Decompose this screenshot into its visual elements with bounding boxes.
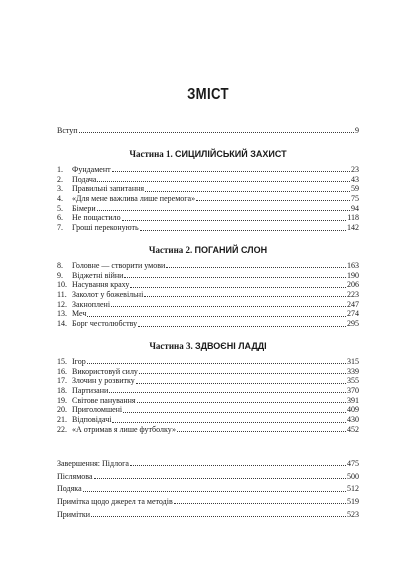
entry-page: 206 <box>347 280 359 290</box>
toc-back-matter <box>57 456 359 519</box>
dot-leader <box>139 373 346 374</box>
dot-leader <box>130 465 346 466</box>
toc-entry[interactable] <box>57 184 359 194</box>
dot-leader <box>140 230 346 231</box>
entry-page: 43 <box>351 174 359 184</box>
dot-leader <box>138 326 346 327</box>
toc-entry[interactable] <box>57 290 359 300</box>
entry-page: 512 <box>347 484 359 494</box>
dot-leader <box>144 296 346 297</box>
entry-number: 7. <box>57 223 63 233</box>
toc-entry[interactable] <box>57 165 359 175</box>
part-name: ПОГАНИЙ СЛОН <box>194 245 268 255</box>
dot-leader <box>122 220 347 221</box>
entry-title: Післямова <box>57 471 93 481</box>
entry-page: 190 <box>347 270 359 280</box>
entry-number: 19. <box>57 395 67 405</box>
toc-entry[interactable] <box>57 271 359 281</box>
entry-title: Приголомшені <box>72 405 123 415</box>
dot-leader <box>123 412 346 413</box>
dot-leader <box>97 181 350 182</box>
dot-leader <box>137 402 346 403</box>
entry-page: 23 <box>351 164 359 174</box>
entry-page: 475 <box>347 458 359 468</box>
dot-leader <box>177 431 346 432</box>
dot-leader <box>111 306 346 307</box>
toc-entry[interactable] <box>57 469 359 482</box>
entry-number: 16. <box>57 366 67 376</box>
entry-page: 223 <box>347 290 359 300</box>
entry-title: Головне — створити умови <box>72 260 166 270</box>
toc-entry[interactable] <box>57 261 359 271</box>
entry-page: 370 <box>347 386 359 396</box>
entry-title: Злочин у розвитку <box>72 376 135 386</box>
entry-number: 12. <box>57 299 67 309</box>
toc-entry[interactable] <box>57 223 359 233</box>
part-label: Частина 1. <box>129 149 173 159</box>
dot-leader <box>174 503 346 504</box>
entry-number: 21. <box>57 415 67 425</box>
entry-page: 355 <box>347 376 359 386</box>
entry-title: Використовуй силу <box>72 366 138 376</box>
entry-page: 274 <box>347 309 359 319</box>
toc-entry[interactable] <box>57 494 359 507</box>
entry-title: Примітки <box>57 509 91 519</box>
entry-page: 59 <box>351 184 359 194</box>
entry-number: 11. <box>57 290 67 300</box>
part-label: Частина 2. <box>148 245 193 255</box>
entry-page: 315 <box>347 356 359 366</box>
entry-number: 3. <box>57 184 63 194</box>
entry-title: Бімери <box>72 203 96 213</box>
entry-page: 142 <box>347 223 359 233</box>
entry-title: Заколот у божевільні <box>72 290 144 300</box>
dot-leader <box>79 132 354 133</box>
entry-number: 4. <box>57 194 63 204</box>
part-label: Частина 3. <box>149 341 193 351</box>
entry-title: Ігор <box>72 356 86 366</box>
dot-leader <box>196 200 350 201</box>
toc-entry[interactable] <box>57 425 359 435</box>
entry-page: 118 <box>347 213 359 223</box>
dot-leader <box>97 210 350 211</box>
entry-page: 391 <box>347 395 359 405</box>
toc-entry[interactable] <box>57 194 359 204</box>
entry-page: 500 <box>347 471 359 481</box>
dot-leader <box>130 287 346 288</box>
toc-entry[interactable] <box>57 309 359 319</box>
entry-number: 9. <box>57 270 63 280</box>
part-heading-2 <box>0 245 416 255</box>
toc-entry-intro[interactable] <box>57 126 359 136</box>
entry-number: 14. <box>57 319 67 329</box>
toc-entry[interactable] <box>57 507 359 520</box>
entry-title: Світове панування <box>72 395 136 405</box>
dot-leader <box>109 392 346 393</box>
entry-page: 519 <box>347 497 359 507</box>
entry-title: Примітка щодо джерел та методів <box>57 497 173 507</box>
dot-leader <box>87 316 346 317</box>
entry-title: Відповідачі <box>72 415 112 425</box>
entry-title: Насування краху <box>72 280 130 290</box>
toc-part-3 <box>57 357 359 435</box>
toc-part-2 <box>57 261 359 329</box>
entry-page: 9 <box>355 125 359 135</box>
entry-page: 523 <box>347 509 359 519</box>
part-name: ЗДВОЄНІ ЛАДДІ <box>194 341 267 351</box>
toc-entry[interactable] <box>57 376 359 386</box>
dot-leader <box>112 171 350 172</box>
entry-number: 13. <box>57 309 67 319</box>
toc-intro <box>57 126 359 136</box>
toc-entry[interactable] <box>57 213 359 223</box>
toc-entry[interactable] <box>57 300 359 310</box>
entry-page: 430 <box>347 415 359 425</box>
page-title: ЗМІСТ <box>187 86 229 103</box>
toc-entry[interactable] <box>57 357 359 367</box>
entry-number: 8. <box>57 260 63 270</box>
entry-page: 94 <box>351 203 359 213</box>
dot-leader <box>94 478 346 479</box>
entry-page: 339 <box>347 366 359 376</box>
toc-entry[interactable] <box>57 367 359 377</box>
toc-entry[interactable] <box>57 456 359 469</box>
entry-number: 22. <box>57 424 67 434</box>
entry-title: Завершення: Підлога <box>57 458 129 468</box>
entry-title: Борг честолюбству <box>72 319 138 329</box>
dot-leader <box>124 277 346 278</box>
entry-title: Меч <box>72 309 87 319</box>
entry-number: 15. <box>57 356 67 366</box>
toc-entry[interactable] <box>57 415 359 425</box>
entry-title: Не пощастило <box>72 213 121 223</box>
toc-entry[interactable] <box>57 175 359 185</box>
entry-title: Партизани <box>72 386 109 396</box>
entry-page: 452 <box>347 424 359 434</box>
entry-page: 409 <box>347 405 359 415</box>
entry-title: Подача <box>72 174 97 184</box>
entry-title: Гроші переконують <box>72 223 139 233</box>
entry-title: Закноплені <box>72 299 111 309</box>
toc-entry[interactable] <box>57 481 359 494</box>
entry-title: Фундамент <box>72 164 111 174</box>
entry-title: Віджетні війни <box>72 270 124 280</box>
entry-title: «А отримав я лише футболку» <box>72 424 176 434</box>
entry-title: Вступ <box>57 125 78 135</box>
toc-entry[interactable] <box>57 204 359 214</box>
entry-number: 6. <box>57 213 63 223</box>
entry-number: 5. <box>57 203 63 213</box>
toc-entry[interactable] <box>57 319 359 329</box>
entry-page: 75 <box>351 194 359 204</box>
toc-entry[interactable] <box>57 280 359 290</box>
dot-leader <box>166 267 346 268</box>
entry-page: 295 <box>347 319 359 329</box>
toc-entry[interactable] <box>57 396 359 406</box>
dot-leader <box>87 363 346 364</box>
dot-leader <box>112 422 346 423</box>
entry-number: 10. <box>57 280 67 290</box>
dot-leader <box>136 383 346 384</box>
part-name: СИЦИЛІЙСЬКИЙ ЗАХИСТ <box>175 149 287 159</box>
entry-number: 1. <box>57 164 63 174</box>
entry-number: 17. <box>57 376 67 386</box>
entry-title: Правильні запитання <box>72 184 145 194</box>
entry-number: 20. <box>57 405 67 415</box>
entry-title: «Для мене важлива лише перемога» <box>72 194 196 204</box>
entry-title: Подяка <box>57 484 82 494</box>
entry-page: 163 <box>347 260 359 270</box>
entry-page: 247 <box>347 299 359 309</box>
dot-leader <box>145 191 350 192</box>
entry-number: 18. <box>57 386 67 396</box>
toc-part-1 <box>57 165 359 233</box>
toc-entry[interactable] <box>57 386 359 396</box>
entry-number: 2. <box>57 174 63 184</box>
part-heading-3 <box>0 341 416 351</box>
dot-leader <box>83 491 346 492</box>
toc-entry[interactable] <box>57 405 359 415</box>
part-heading-1 <box>0 149 416 159</box>
dot-leader <box>91 516 346 517</box>
